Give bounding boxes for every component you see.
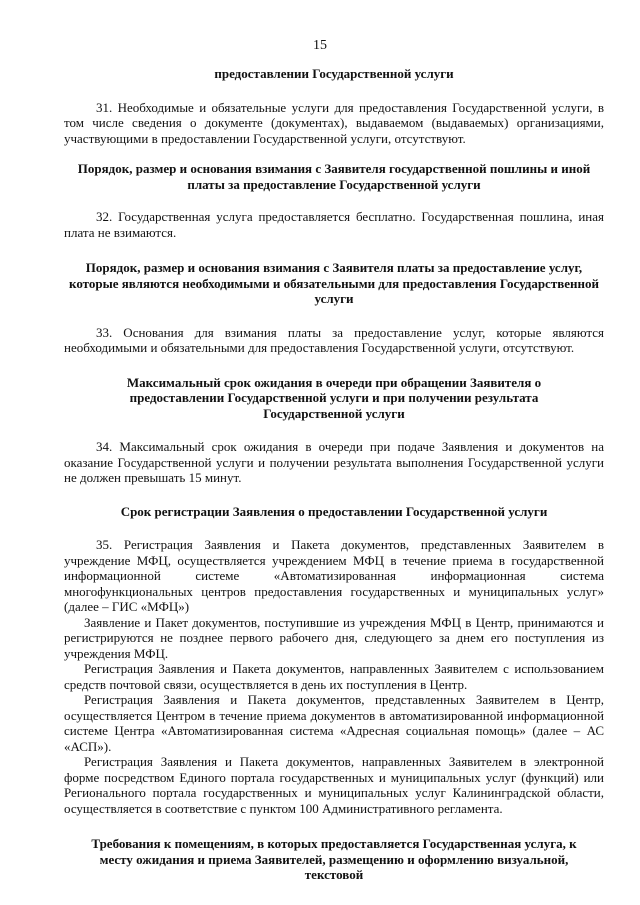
paragraph-35-part: Регистрация Заявления и Пакета документов, направленных Заявителем в электронной форме посредством Единого портала государственных и муниципальных услуг (функций) или Регионального портала государственных и муниципальных услуг Калининградской области, осуществляется в соответствие с пунктом 100 Административного регламента. [64,754,604,816]
paragraph-35-part: Заявление и Пакет документов, поступившие из учреждения МФЦ в Центр, принимаются и регистрируются не позднее первого рабочего дня, следующего за днем его поступления из учреждения МФЦ. [64,614,604,661]
section-heading: Максимальный срок ожидания в очереди при обращении Заявителя о предоставлении Государственной услуги и при получении результата Государственной услуги [126,374,542,421]
paragraph-35: 35. Регистрация Заявления и Пакета документов, представленных Заявителем в учреждение МФЦ, осуществляется учреждением МФЦ в течение приема в государственной информационной системе «Автоматизированная информационная система многофункциональных центров предоставления государственных и муниципальных услуг» (далее – ГИС «МФЦ») [64,537,604,614]
paragraph-34: 34. Максимальный срок ожидания в очереди при подаче Заявления и документов на оказание Государственной услуги и получении результата выполнения Государственной услуги не должен превышать 15 минут. [64,439,604,485]
section-heading: предоставлении Государственной услуги [214,66,454,81]
paragraph-33: 33. Основания для взимания платы за предоставление услуг, которые являются необходимыми и обязательными для предоставления Государственной услуги, отсутствуют. [64,324,604,355]
page-content [64,66,604,883]
paragraph-35-part: Регистрация Заявления и Пакета документов, представленных Заявителем в Центр, осуществляется Центром в течение приема документов в автоматизированной информационной системе Центра «Автоматизированная система «Адресная социальная помощь» (далее – АС «АСП»). [64,692,604,754]
paragraph-35-part: Регистрация Заявления и Пакета документов, направленных Заявителем с использованием средств почтовой связи, осуществляется в день их поступления в Центр. [64,661,604,692]
section-heading: Порядок, размер и основания взимания с Заявителя платы за предоставление услуг, которые являются необходимыми и обязательными для предоставления Государственной услуги [69,260,599,306]
section-heading: Срок регистрации Заявления о предоставлении Государственной услуги [120,503,548,519]
section-heading: Порядок, размер и основания взимания с Заявителя государственной пошлины и иной платы за предоставление Государственной услуги [77,161,591,192]
section-heading: Требования к помещениям, в которых предоставляется Государственная услуга, к месту ожидания и приема Заявителей, размещению и оформлению визуальной, текстовой [91,836,577,882]
paragraph-31: 31. Необходимые и обязательные услуги для предоставления Государственной услуги, в том числе сведения о документе (документах), выдаваемом (выдаваемых) организациями, участвующими в предоставлении Государственной услуги, отсутствуют. [64,99,604,146]
page-number: 15 [313,38,327,53]
paragraph-32: 32. Государственная услуга предоставляется бесплатно. Государственная пошлина, иная плата не взимаются. [64,209,604,240]
